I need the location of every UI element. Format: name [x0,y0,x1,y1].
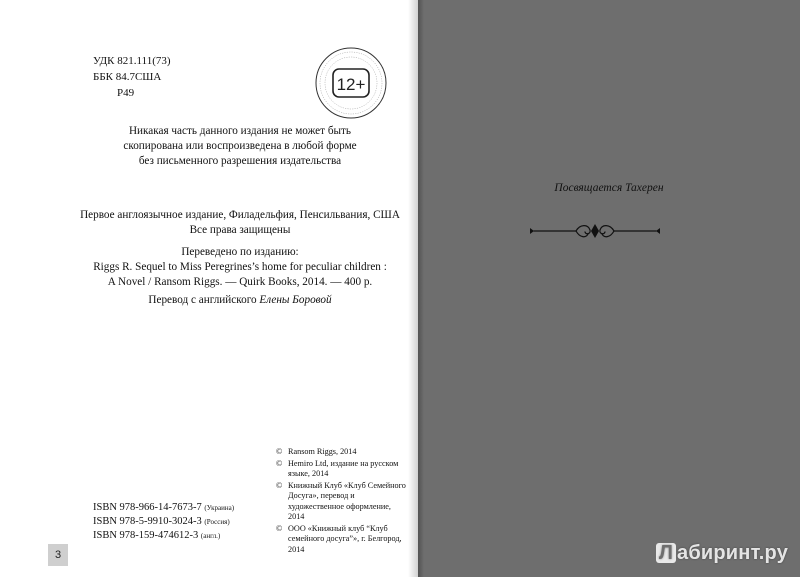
isbn-region: (англ.) [200,532,221,540]
dedication: Посвящается Тахерен [554,182,664,194]
isbn-block [93,501,234,543]
original-edition-note [60,245,420,290]
copyright-symbol: © [276,458,283,468]
copyright-text: Ransom Riggs, 2014 [288,447,357,456]
copyright-block [276,447,406,556]
translator-prefix: Перевод с английского [148,294,260,306]
udk-code: УДК 821.111(73) [93,55,171,67]
copyright-symbol: © [276,480,283,490]
isbn-number: ISBN 978-5-9910-3024-3 [93,516,202,527]
age-rating-badge-icon [313,45,389,121]
isbn-line [93,501,234,515]
isbn-region: (Россия) [204,518,230,526]
copyright-symbol: © [276,523,283,533]
copyright-row [276,481,406,523]
original-edition-line: Riggs R. Sequel to Miss Peregrines’s home for peculiar children : [93,261,387,273]
labirint-watermark [656,542,788,565]
first-edition-note [60,208,420,238]
isbn-region: (Украина) [204,504,235,512]
page-number: 3 [48,544,68,566]
watermark-text: абиринт.ру [677,542,789,564]
rights-line: без письменного разрешения издательства [138,155,342,167]
isbn-number: ISBN 978-159-474612-3 [93,530,199,541]
first-edition-line: Первое англоязычное издание, Филадельфия, Пенсильвания, США [80,209,400,221]
copyright-text: ООО «Книжный клуб “Клуб семейного досуга”», г. Белгород, 2014 [288,523,402,554]
classification-codes [93,53,171,101]
author-sign: Р49 [117,87,135,99]
copyright-row [276,524,406,556]
translator-name: Елены Боровой [259,294,332,306]
copyright-row [276,459,406,480]
isbn-line [93,515,234,529]
translator-credit [60,293,420,308]
isbn-number: ISBN 978-966-14-7673-7 [93,502,202,513]
isbn-line [93,529,234,543]
original-edition-line: A Novel / Ransom Riggs. — Quirk Books, 2014. — 400 p. [107,276,373,288]
age-rating-text: 12+ [336,75,366,94]
rights-notice [60,124,420,169]
copyright-text: Книжный Клуб «Клуб Семейного Досуга», перевод и художественное оформление, 2014 [288,480,406,521]
ornament-divider-icon [528,220,662,242]
right-page [418,0,800,577]
bbk-code: ББК 84.7США [93,71,162,83]
rights-line: скопирована или воспроизведена в любой форме [123,140,357,152]
copyright-row [276,447,406,458]
watermark-logo-box: Л [656,543,676,563]
original-edition-line: Переведено по изданию: [181,246,299,258]
copyright-text: Hemiro Ltd, издание на русском языке, 2014 [288,458,399,478]
copyright-symbol: © [276,447,283,456]
rights-line: Никакая часть данного издания не может быть [128,125,352,137]
first-edition-line: Все права защищены [189,224,291,236]
